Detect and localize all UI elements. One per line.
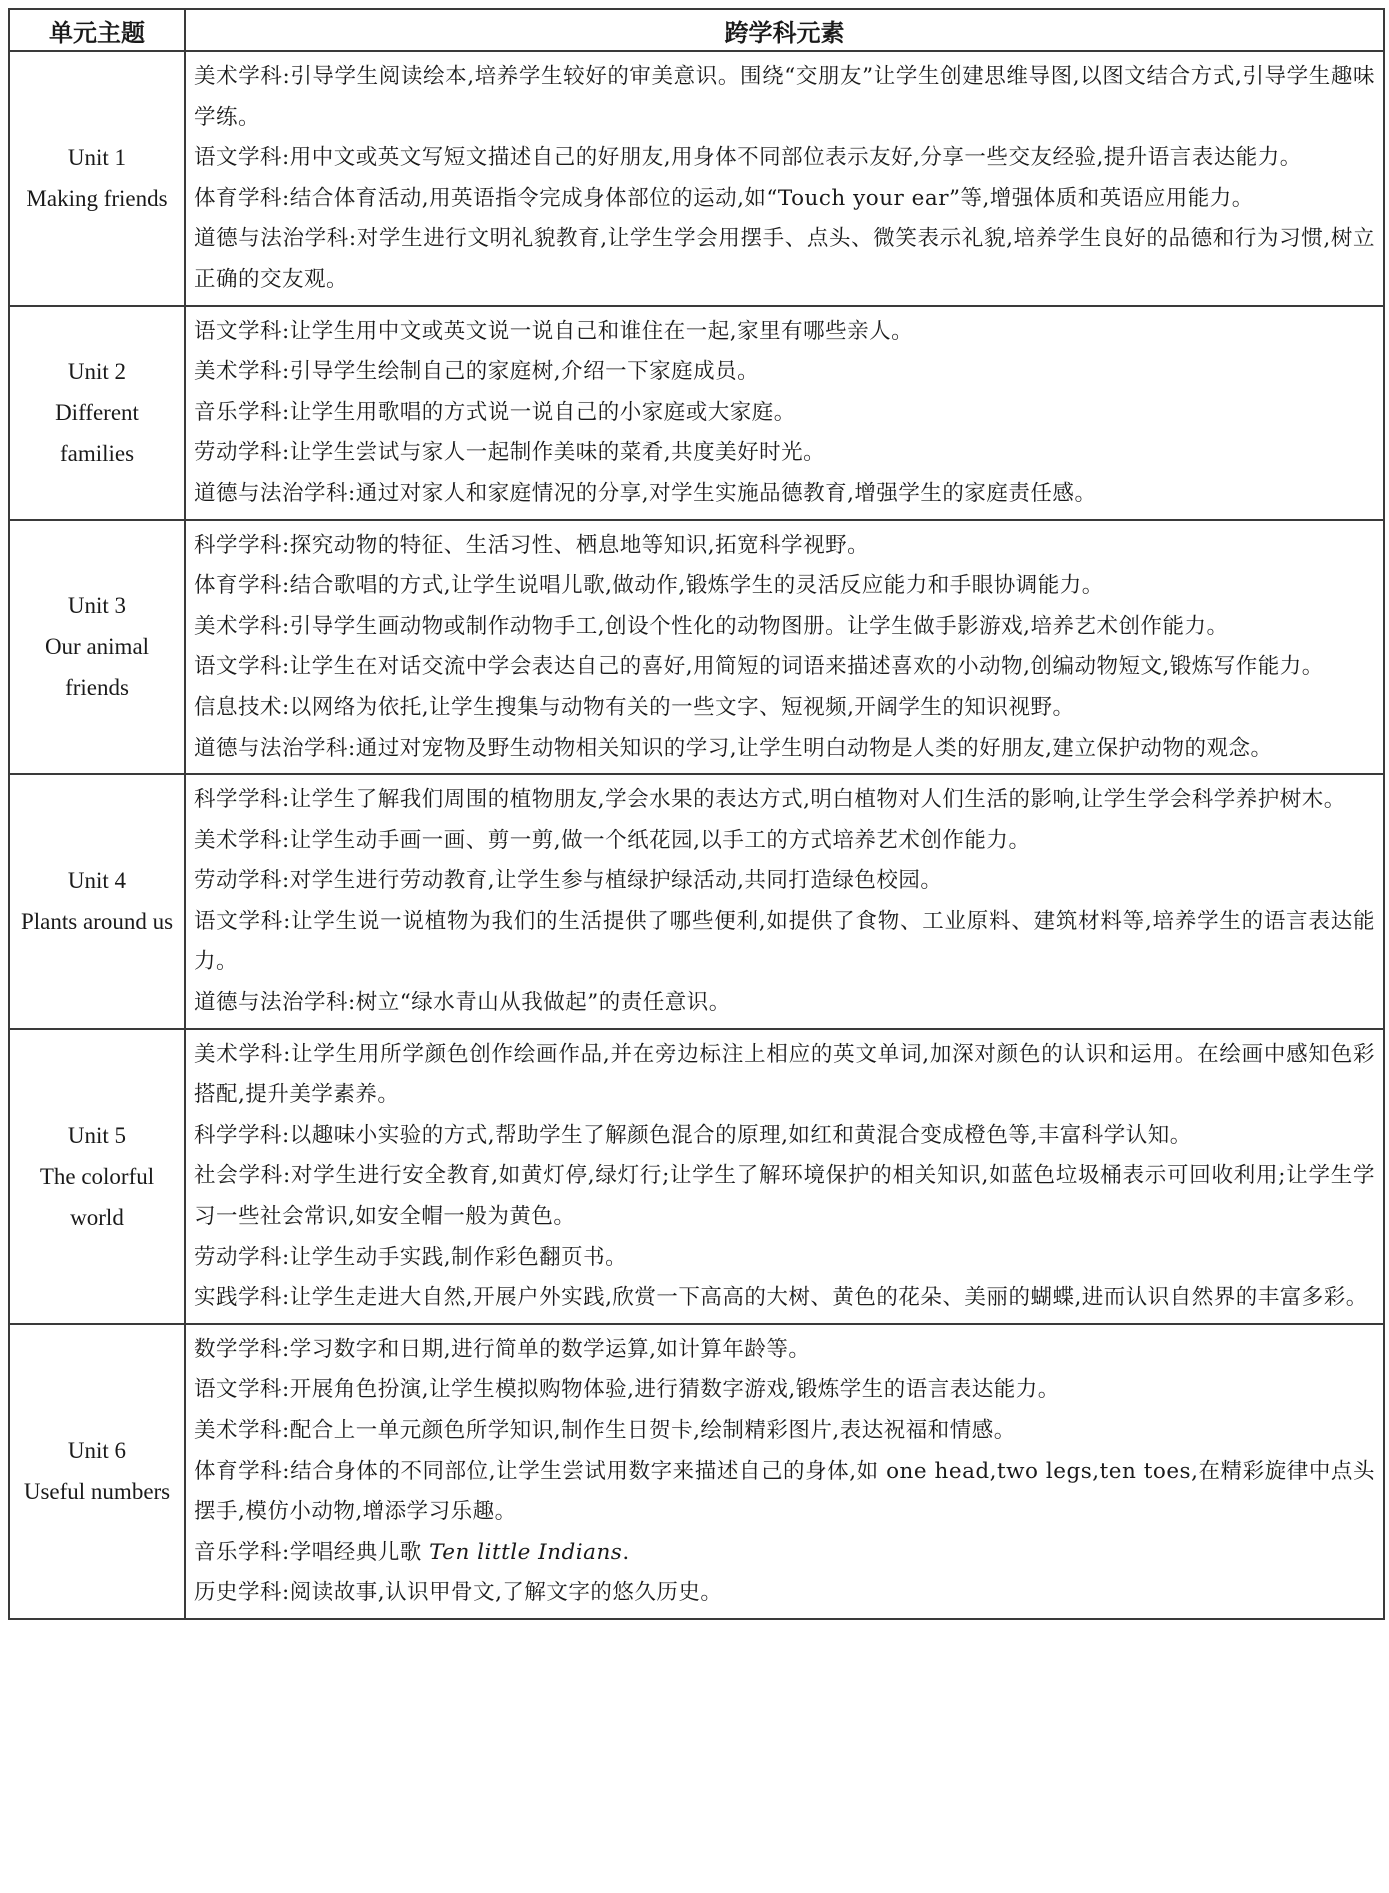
subject-colon: :	[282, 694, 290, 720]
subject-colon: :	[282, 359, 290, 385]
subject-label: 信息技术	[194, 694, 283, 720]
cross-subject-cell	[185, 1029, 1384, 1324]
subject-item	[194, 393, 1375, 434]
unit-title-line: Unit 2	[67, 359, 127, 385]
header-row	[9, 9, 1384, 51]
subject-description: 树立“绿水青山从我做起”的责任意识。	[355, 990, 731, 1016]
subject-item	[194, 1573, 1375, 1614]
subject-description: 以趣味小实验的方式,帮助学生了解颜色混合的原理,如红和黄混合变成橙色等,丰富科学认知。	[289, 1122, 1192, 1148]
subject-colon: :	[282, 145, 290, 171]
song-title: Ten little Indians	[429, 1539, 623, 1565]
subject-colon: :	[282, 613, 290, 639]
subject-label: 美术学科	[194, 827, 283, 853]
cross-subject-cell	[185, 51, 1384, 306]
subject-label: 美术学科	[194, 64, 283, 89]
subject-item	[194, 1411, 1375, 1452]
subject-colon: :	[283, 908, 291, 934]
subject-item	[194, 983, 1375, 1024]
subject-item	[194, 729, 1375, 770]
subject-label: 语文学科	[194, 145, 283, 171]
subject-item	[194, 1533, 1375, 1574]
unit-title-line: Unit 5	[67, 1122, 127, 1148]
unit-title-line: Plants around us	[20, 909, 174, 935]
subject-colon: :	[282, 1377, 290, 1403]
subject-item	[194, 312, 1375, 353]
subject-item	[194, 138, 1375, 179]
subject-description: 让学生走进大自然,开展户外实践,欣赏一下高高的大树、黄色的花朵、美丽的蝴蝶,进而认识自然界的丰富多彩。	[289, 1285, 1368, 1311]
subject-colon: :	[348, 990, 356, 1016]
subject-description: 配合上一单元颜色所学知识,制作生日贺卡,绘制精彩图片,表达祝福和情感。	[289, 1418, 1016, 1443]
subject-colon: :	[282, 1580, 290, 1606]
subject-colon: :	[282, 787, 290, 813]
subject-description: 让学生在对话交流中学会表达自己的喜好,用简短的词语来描述喜欢的小动物,创编动物短文,锻炼写作能力。	[289, 654, 1324, 680]
subject-description: 阅读故事,认识甲骨文,了解文字的悠久历史。	[289, 1580, 723, 1606]
cross-subject-cell	[185, 306, 1384, 520]
subject-description: 学唱经典儿歌 Ten little Indians.	[289, 1539, 630, 1565]
subject-label: 劳动学科	[194, 440, 283, 466]
unit-title-line: Useful numbers	[23, 1479, 171, 1505]
subject-item	[194, 474, 1375, 515]
subject-label: 历史学科	[194, 1580, 283, 1606]
subject-description: 探究动物的特征、生活习性、栖息地等知识,拓宽科学视野。	[289, 532, 870, 558]
unit-title-line: Unit 4	[67, 868, 127, 894]
subject-description: 通过对家人和家庭情况的分享,对学生实施品德教育,增强学生的家庭责任感。	[355, 480, 1097, 506]
subject-description: 结合体育活动,用英语指令完成身体部位的运动,如“Touch your ear”等,增强体质和英语应用能力。	[289, 185, 1254, 211]
subject-label: 美术学科	[194, 359, 283, 385]
subject-item	[194, 902, 1375, 983]
subject-description: 让学生用所学颜色创作绘画作品,并在旁边标注上相应的英文单词,加深对颜色的认识和运用。在绘画中感知色彩搭配,提升美学素养。	[194, 1041, 1375, 1108]
subject-colon: :	[348, 226, 357, 252]
subject-label: 音乐学科	[194, 1539, 283, 1565]
unit-title-line: The colorful	[39, 1163, 155, 1189]
subject-item	[194, 1330, 1375, 1371]
subject-item	[194, 1452, 1375, 1533]
subject-colon: :	[282, 185, 290, 211]
subject-item	[194, 688, 1375, 729]
subject-description: 让学生用歌唱的方式说一说自己的小家庭或大家庭。	[289, 399, 796, 425]
subject-description: 对学生进行安全教育,如黄灯停,绿灯行;让学生了解环境保护的相关知识,如蓝色垃圾桶表示可回收利用;让学生学习一些社会常识,如安全帽一般为黄色。	[194, 1163, 1375, 1230]
subject-item	[194, 1116, 1375, 1157]
table-body	[9, 51, 1384, 1619]
subject-colon: :	[348, 480, 356, 506]
subject-label: 音乐学科	[194, 399, 283, 425]
subject-colon: :	[282, 440, 290, 466]
subject-label: 道德与法治学科	[194, 735, 349, 761]
subject-description: 让学生用中文或英文说一说自己和谁住在一起,家里有哪些亲人。	[289, 318, 914, 344]
subject-colon: :	[282, 318, 290, 344]
subject-label: 美术学科	[194, 1041, 284, 1067]
subject-description: 结合身体的不同部位,让学生尝试用数字来描述自己的身体,如 one head,two legs,ten toes,在精彩旋律中点头摆手,模仿小动物,增添学习乐趣。	[194, 1458, 1375, 1525]
subject-colon: :	[282, 827, 290, 853]
subject-item	[194, 57, 1375, 138]
subject-label: 劳动学科	[194, 1244, 283, 1270]
unit-title-line: friends	[65, 675, 129, 701]
subject-item	[194, 607, 1375, 648]
subject-label: 道德与法治学科	[194, 480, 349, 506]
subject-item	[194, 352, 1375, 393]
subject-label: 劳动学科	[194, 868, 283, 894]
subject-label: 道德与法治学科	[194, 226, 349, 252]
subject-label: 美术学科	[194, 1418, 283, 1443]
unit-title-cell	[9, 1324, 185, 1619]
table-row	[9, 520, 1384, 775]
subject-item	[194, 1035, 1375, 1116]
subject-label: 科学学科	[194, 532, 283, 558]
subject-description: 以网络为依托,让学生搜集与动物有关的一些文字、短视频,开阔学生的知识视野。	[289, 694, 1075, 720]
unit-title-line: Unit 1	[67, 145, 127, 171]
subject-label: 数学学科	[194, 1336, 283, 1362]
subject-item	[194, 821, 1375, 862]
subject-colon: :	[282, 399, 290, 425]
subject-label: 语文学科	[194, 908, 284, 934]
subject-colon: :	[282, 1285, 290, 1311]
subject-description: 对学生进行文明礼貌教育,让学生学会用摆手、点头、微笑表示礼貌,培养学生良好的品德和行为习惯,树立正确的交友观。	[194, 226, 1375, 292]
header-cross-subject: 跨学科元素	[185, 9, 1384, 51]
subject-label: 语文学科	[194, 654, 283, 680]
subject-description: 引导学生绘制自己的家庭树,介绍一下家庭成员。	[289, 359, 760, 385]
unit-title-line: Different	[55, 400, 139, 426]
unit-title-line: Unit 6	[67, 1438, 127, 1464]
cross-subject-cell	[185, 1324, 1384, 1619]
subject-label: 实践学科	[194, 1285, 283, 1311]
unit-title-cell	[9, 774, 185, 1029]
subject-item	[194, 1278, 1375, 1319]
subject-item	[194, 861, 1375, 902]
subject-colon: :	[282, 1244, 290, 1270]
table-row	[9, 1324, 1384, 1619]
subject-description: 通过对宠物及野生动物相关知识的学习,让学生明白动物是人类的好朋友,建立保护动物的观念。	[355, 735, 1273, 761]
subject-item	[194, 179, 1375, 220]
subject-colon: :	[282, 1539, 290, 1565]
subject-colon: :	[282, 868, 290, 894]
subject-description: 用中文或英文写短文描述自己的好朋友,用身体不同部位表示友好,分享一些交友经验,提升语言表达能力。	[289, 145, 1302, 171]
subject-label: 体育学科	[194, 573, 283, 599]
subject-item	[194, 1238, 1375, 1279]
unit-title-line: Our animal	[44, 634, 150, 660]
subject-item	[194, 1156, 1375, 1237]
subject-label: 体育学科	[194, 1458, 283, 1484]
subject-item	[194, 433, 1375, 474]
curriculum-table	[8, 8, 1385, 1620]
subject-item	[194, 647, 1375, 688]
subject-item	[194, 566, 1375, 607]
subject-item	[194, 526, 1375, 567]
table-row	[9, 51, 1384, 306]
unit-title-cell	[9, 306, 185, 520]
subject-description: 开展角色扮演,让学生模拟购物体验,进行猜数字游戏,锻炼学生的语言表达能力。	[289, 1377, 1060, 1403]
subject-colon: :	[283, 1041, 291, 1067]
subject-colon: :	[348, 735, 356, 761]
subject-item	[194, 219, 1375, 300]
table-row	[9, 306, 1384, 520]
subject-item	[194, 1370, 1375, 1411]
subject-colon: :	[282, 573, 290, 599]
subject-description: 让学生了解我们周围的植物朋友,学会水果的表达方式,明白植物对人们生活的影响,让学生学会科学养护树木。	[289, 787, 1346, 813]
subject-description: 学习数字和日期,进行简单的数学运算,如计算年龄等。	[289, 1336, 811, 1362]
subject-label: 语文学科	[194, 1377, 283, 1403]
unit-title-cell	[9, 51, 185, 306]
subject-label: 道德与法治学科	[194, 990, 349, 1016]
cross-subject-cell	[185, 520, 1384, 775]
subject-description: 让学生说一说植物为我们的生活提供了哪些便利,如提供了食物、工业原料、建筑材料等,培养学生的语言表达能力。	[194, 908, 1375, 975]
subject-description: 对学生进行劳动教育,让学生参与植绿护绿活动,共同打造绿色校园。	[289, 868, 943, 894]
unit-title-cell	[9, 1029, 185, 1324]
unit-title-line: families	[59, 441, 135, 467]
subject-label: 科学学科	[194, 1122, 283, 1148]
cross-subject-cell	[185, 774, 1384, 1029]
subject-label: 美术学科	[194, 613, 283, 639]
unit-title-line: Making friends	[26, 186, 168, 212]
unit-title-line: world	[70, 1204, 124, 1230]
subject-label: 体育学科	[194, 185, 283, 211]
subject-description: 让学生动手画一画、剪一剪,做一个纸花园,以手工的方式培养艺术创作能力。	[289, 827, 1031, 853]
subject-label: 社会学科	[194, 1163, 283, 1189]
subject-label: 科学学科	[194, 787, 283, 813]
subject-colon: :	[282, 1418, 290, 1443]
subject-label: 语文学科	[194, 318, 283, 344]
subject-colon: :	[282, 1122, 290, 1148]
subject-colon: :	[282, 532, 290, 558]
subject-colon: :	[282, 1336, 290, 1362]
unit-title-cell	[9, 520, 185, 775]
subject-colon: :	[282, 654, 290, 680]
unit-title-line: Unit 3	[67, 593, 127, 619]
subject-description: 结合歌唱的方式,让学生说唱儿歌,做动作,锻炼学生的灵活反应能力和手眼协调能力。	[289, 573, 1104, 599]
subject-colon: :	[282, 1458, 291, 1484]
subject-description: 让学生动手实践,制作彩色翻页书。	[289, 1244, 628, 1270]
subject-description: 让学生尝试与家人一起制作美味的菜肴,共度美好时光。	[289, 440, 826, 466]
subject-description: 引导学生阅读绘本,培养学生较好的审美意识。围绕“交朋友”让学生创建思维导图,以图文结合方式,引导学生趣味学练。	[194, 64, 1375, 130]
table-row	[9, 1029, 1384, 1324]
subject-item	[194, 780, 1375, 821]
subject-description: 引导学生画动物或制作动物手工,创设个性化的动物图册。让学生做手影游戏,培养艺术创作能力。	[289, 613, 1229, 639]
header-unit-theme: 单元主题	[9, 9, 185, 51]
subject-colon: :	[282, 64, 291, 89]
table-row	[9, 774, 1384, 1029]
subject-colon: :	[282, 1163, 291, 1189]
